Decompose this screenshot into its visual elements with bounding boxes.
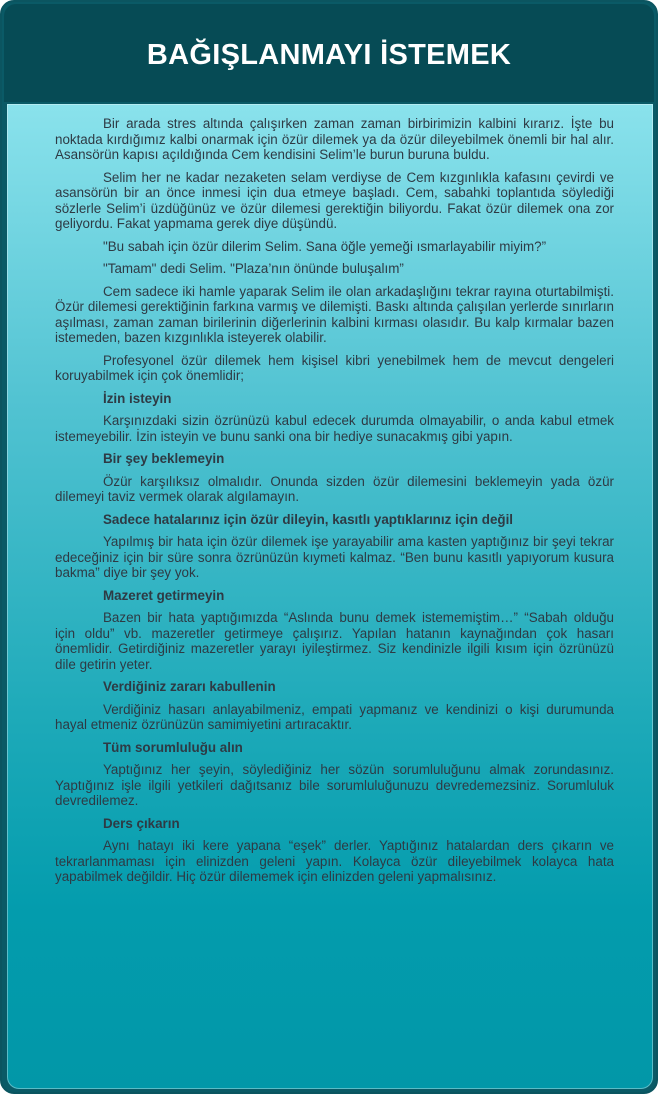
section-heading: Verdiğiniz zararı kabullenin [103, 679, 276, 694]
paragraph: "Bu sabah için özür dilerim Selim. Sana öğle yemeği ısmarlayabilir miyim?” [103, 238, 547, 254]
section-heading: Bir şey beklemeyin [103, 451, 225, 466]
paragraph: Aynı hatayı iki kere yapana “eşek” derler. Yaptığınız hatalardan ders çıkarın ve tekrarlanmaması için elinizden geleni yapın. Kolayca özür dileyebilmek kolayca hata yapabilmek değildir. Hiç özür dilememek için elinizden geleni yapmalısınız. [55, 838, 614, 884]
paragraph: Yapılmış bir hata için özür dilemek işe yarayabilir ama kasten yaptığınız bir şeyi tekrar edeceğiniz için bir süre sonra özrünüzün kıymeti kalmaz. “Ben bunu kasıtlı yapıyorum kusura bakma” diye bir şey yok. [55, 534, 614, 580]
section-heading: Mazeret getirmeyin [103, 587, 225, 603]
section-heading: İzin isteyin [103, 390, 172, 406]
paragraph: Bazen bir hata yaptığımızda “Aslında bunu demek istememiştim…” “Sabah olduğu için oldu” vb. mazeretler getirmeye çalışırız. Yapılan hatanın kaynağından çok hasarı önemlidir. Getirdiğiniz mazeretler yarayı iyileştirmez. Siz kendinizle ilgili kısım için özrünüzü dile getirin yeter. [55, 610, 614, 672]
paragraph: Karşınızdaki sizin özrünüzü kabul edecek durumda olmayabilir, o anda kabul etmek istemeyebilir. İzin isteyin ve bunu sanki ona bir hediye sunacakmış gibi yapın. [55, 413, 614, 444]
section-heading: Tüm sorumluluğu alın [103, 739, 243, 755]
paragraph: Cem sadece iki hamle yaparak Selim ile olan arkadaşlığını tekrar rayına oturtabilmişti. Özür dilemesi gerektiğinin farkına varmış ve dilemişti. Baskı altında çalışılan yerlerde sınırların aşılması, zaman zaman birilerinin diğerlerinin kalbini kırması olasıdır. Bu kalp kırmalar bazen istemeden, bazen kızgınlıkla isteyerek olabilir. [55, 283, 614, 345]
paragraph: "Tamam" dedi Selim. "Plaza’nın önünde buluşalım” [103, 261, 404, 276]
section-heading: Ders çıkarın [103, 815, 180, 831]
paragraph: Profesyonel özür dilemek hem kişisel kibri yenebilmek hem de mevcut dengeleri koruyabilmek için çok önemlidir; [55, 352, 614, 383]
paragraph: Yaptığınız her şeyin, söylediğiniz her sözün sorumluluğunu almak zorundasınız. Yaptığınız işle ilgili yetkileri dağıtsanız bile sorumluluğunuzu devredemezsiniz. Sorumluluk devredilemez. [55, 762, 614, 808]
title-banner [4, 4, 654, 102]
paragraph: Selim her ne kadar nezaketen selam verdiyse de Cem kızgınlıkla kafasını çevirdi ve asansörün bir an önce inmesi için dua etmeye başladı. Cem, sabahki toplantıda söylediği sözlerle Selim’i üzdüğünüz ve özür dilemesi gerektiğin biliyordu. Fakat özür dilemek ona zor geliyordu. Fakat yapmama gerek diye düşündü. [55, 169, 614, 231]
section-heading: Sadece hatalarınız için özür dileyin, kasıtlı yaptıklarınız için değil [103, 511, 514, 527]
article-text [55, 116, 614, 892]
page-title: BAĞIŞLANMAYI İSTEMEK [146, 38, 512, 71]
article-body [7, 104, 653, 1089]
paragraph: Özür karşılıksız olmalıdır. Onunda sizden özür dilemesini beklemeyin yada özür dilemeyi taviz vermek olarak algılamayın. [55, 473, 614, 504]
paragraph: Bir arada stres altında çalışırken zaman zaman birbirimizin kalbini kırarız. İşte bu noktada kırdığımız kalbi onarmak için özür dilemek ya da özür dileyebilmek önemli bir hal alır. Asansörün kapısı açıldığında Cem kendisini Selim’le burun buruna buldu. [55, 116, 614, 162]
paragraph: Verdiğiniz hasarı anlayabilmeniz, empati yapmanız ve kendinizi o kişi durumunda hayal etmeniz özrünüzün samimiyetini artıracaktır. [55, 701, 614, 732]
